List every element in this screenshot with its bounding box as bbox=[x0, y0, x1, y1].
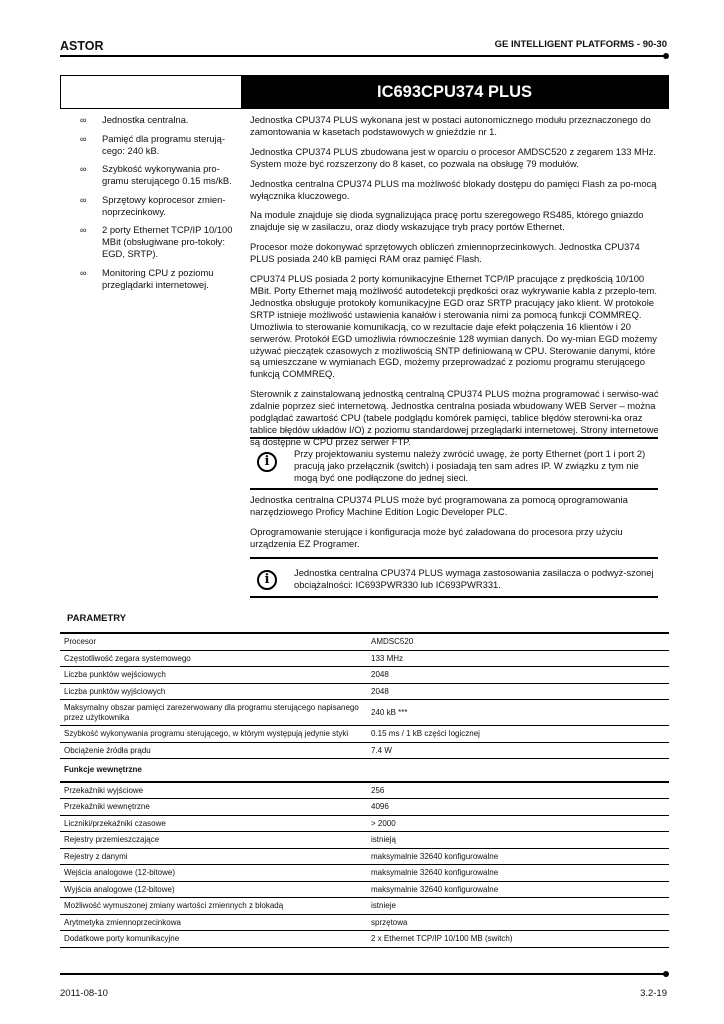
param-value: 256 bbox=[367, 782, 669, 799]
table-row bbox=[60, 700, 669, 726]
param-name: Rejestry przemieszczające bbox=[60, 832, 367, 849]
bullet-icon: ∞ bbox=[80, 133, 87, 144]
param-name: Arytmetyka zmiennoprzecinkowa bbox=[60, 914, 367, 931]
table-row bbox=[60, 865, 669, 882]
feature-item: ∞ Sprzętowy koprocesor zmien-noprzecinkowy. bbox=[80, 193, 226, 217]
table-row bbox=[60, 726, 669, 743]
table-row bbox=[60, 898, 669, 915]
param-value: 0.15 ms / 1 kB części logicznej bbox=[367, 726, 669, 743]
table-row bbox=[60, 832, 669, 849]
param-value: 133 MHz bbox=[367, 650, 669, 667]
param-value: 4096 bbox=[367, 799, 669, 816]
bullet-icon: ∞ bbox=[80, 194, 87, 205]
param-value: 2048 bbox=[367, 683, 669, 700]
table-row bbox=[60, 848, 669, 865]
param-value: > 2000 bbox=[367, 815, 669, 832]
table-row bbox=[60, 931, 669, 948]
param-value: maksymalnie 32640 konfigurowalne bbox=[367, 881, 669, 898]
section-title: GE INTELLIGENT PLATFORMS - 90-30 bbox=[494, 39, 667, 50]
paragraph: Jednostka CPU374 PLUS zbudowana jest w oparciu o procesor AMDSC520 z zegarem 133 MHz. System może być rozszerzony do 8 kaset, co pozwala na obsługę 79 modułów. bbox=[250, 145, 656, 169]
header-rule bbox=[60, 55, 666, 57]
param-value: 2048 bbox=[367, 667, 669, 684]
param-value: sprzętowa bbox=[367, 914, 669, 931]
feature-item: ∞ Monitoring CPU z poziomu przeglądarki internetowej. bbox=[80, 266, 214, 290]
param-name: Wyjścia analogowe (12-bitowe) bbox=[60, 881, 367, 898]
paragraph: Procesor może dokonywać sprzętowych obliczeń zmiennoprzecinkowych. Jednostka CPU374 PLUS posiada 240 kB pamięci RAM oraz pamięć Flash. bbox=[250, 241, 640, 265]
paragraph: Na module znajduje się dioda sygnalizująca pracę portu szeregowego RS485, którego gniazdo znajduje się w zasilaczu, oraz diody wskazujące tryb pracy portów Ethernet. bbox=[250, 209, 644, 233]
param-value: 2 x Ethernet TCP/IP 10/100 MB (switch) bbox=[367, 931, 669, 948]
table-row bbox=[60, 742, 669, 759]
param-value: istnieje bbox=[367, 898, 669, 915]
note-text: Przy projektowaniu systemu należy zwrócić uwagę, że porty Ethernet (port 1 i port 2) pracują jako przełącznik (switch) i posiadają ten sam adres IP. W związku z tym nie mogą być one podłączone do jednej sieci. bbox=[294, 448, 646, 483]
bullet-icon: ∞ bbox=[80, 115, 87, 125]
feature-item: ∞ Jednostka centralna. bbox=[80, 114, 189, 125]
note-box bbox=[250, 437, 658, 490]
note-box bbox=[250, 557, 658, 598]
table-row bbox=[60, 881, 669, 898]
params-table bbox=[60, 632, 669, 948]
param-name: Przekaźniki wyjściowe bbox=[60, 782, 367, 799]
section-title: Funkcje wewnętrzne bbox=[60, 759, 669, 782]
paragraph: Jednostka centralna CPU374 PLUS ma możliwość blokady dostępu do pamięci Flash za po-mocą wyłącznika kluczowego. bbox=[250, 177, 657, 201]
param-value: 7.4 W bbox=[367, 742, 669, 759]
param-name: Możliwość wymuszonej zmiany wartości zmiennych z blokadą bbox=[60, 898, 367, 915]
paragraph: Oprogramowanie sterujące i konfiguracja może być załadowana do procesora przy użyciu urządzenia EZ Programer. bbox=[250, 525, 623, 549]
param-name: Szybkość wykonywania programu sterującego, w którym występują jedynie styki bbox=[60, 726, 367, 743]
bullet-icon: ∞ bbox=[80, 225, 87, 235]
param-name: Procesor bbox=[60, 633, 367, 650]
table-row bbox=[60, 782, 669, 799]
table-row bbox=[60, 799, 669, 816]
table-row bbox=[60, 633, 669, 650]
table-row bbox=[60, 667, 669, 684]
table-row bbox=[60, 650, 669, 667]
param-value: istnieją bbox=[367, 832, 669, 849]
feature-item: ∞ 2 porty Ethernet TCP/IP 10/100 MBit (obsługiwane pro-tokoły: EGD, SRTP). bbox=[80, 224, 233, 259]
param-name: Przekaźniki wewnętrzne bbox=[60, 799, 367, 816]
param-value: maksymalnie 32640 konfigurowalne bbox=[367, 848, 669, 865]
bullet-icon: ∞ bbox=[80, 164, 87, 174]
footer-rule bbox=[60, 973, 666, 975]
brand-name: ASTOR bbox=[60, 39, 104, 53]
title-box bbox=[60, 75, 669, 109]
bullet-icon: ∞ bbox=[80, 267, 87, 278]
page-number: 3.2-19 bbox=[640, 988, 667, 999]
info-icon: i bbox=[257, 570, 277, 590]
description-text-2 bbox=[250, 494, 664, 558]
description-text bbox=[250, 114, 664, 456]
table-row bbox=[60, 683, 669, 700]
table-section-header bbox=[60, 759, 669, 782]
param-name: Rejestry z danymi bbox=[60, 848, 367, 865]
table-row bbox=[60, 914, 669, 931]
product-title: IC693CPU374 PLUS bbox=[241, 76, 668, 108]
paragraph: Jednostka CPU374 PLUS wykonana jest w postaci autonomicznego modułu przeznaczonego do zamontowania w kasetach podstawowych w gnieździe nr 1. bbox=[250, 114, 651, 137]
paragraph: Jednostka centralna CPU374 PLUS może być programowana za pomocą oprogramowania narzędziowego Proficy Machine Edition Logic Developer PLC. bbox=[250, 494, 628, 517]
feature-item: ∞ Pamięć dla programu sterują-cego: 240 kB. bbox=[80, 132, 225, 156]
feature-list bbox=[80, 114, 240, 297]
param-name: Maksymalny obszar pamięci zarezerwowany dla programu sterującego napisanego przez użytkownika bbox=[60, 700, 367, 726]
param-value: AMDSC520 bbox=[367, 633, 669, 650]
paragraph: CPU374 PLUS posiada 2 porty komunikacyjne Ethernet TCP/IP pracujące z prędkością 10/100 MBit. Porty Ethernet mają możliwość autodetekcji prędkości oraz wykrywanie kabla z przeplo-tem. Jednostka obsługuje protokoły komunikacyjne EGD oraz SRTP pracujący jako klient. W protokole SRTP istnieje możliwość ustawienia kanałów i sterowania nimi za pomocą funkcji COMMREQ. Umożliwia to sterowanie komunikacją, co w rezultacie daje efekt połączenia 16 klientów i 20 serwerów. Protokół EGD umożliwia równocześnie 128 wymian danych. Do wy-mian EGD możemy używać pieczątek czasowych z możliwością SNTP definiowaną w CPU. Sterowanie danymi, które są umieszczane w wymianach EGD, możemy przeprowadzać z poziomu programu sterującego funkcją COMMREQ. bbox=[250, 273, 657, 380]
params-title: PARAMETRY bbox=[67, 613, 127, 624]
info-icon: i bbox=[257, 452, 277, 472]
param-name: Liczba punktów wyjściowych bbox=[60, 683, 367, 700]
param-value: 240 kB *** bbox=[367, 700, 669, 726]
table-row bbox=[60, 815, 669, 832]
note-text: Jednostka centralna CPU374 PLUS wymaga zastosowania zasilacza o podwyż-szonej obciążalności: IC693PWR330 lub IC693PWR331. bbox=[294, 567, 654, 590]
param-name: Liczniki/przekaźniki czasowe bbox=[60, 815, 367, 832]
param-name: Liczba punktów wejściowych bbox=[60, 667, 367, 684]
footer-date: 2011-08-10 bbox=[60, 988, 108, 999]
param-name: Wejścia analogowe (12-bitowe) bbox=[60, 865, 367, 882]
param-value: maksymalnie 32640 konfigurowalne bbox=[367, 865, 669, 882]
param-name: Częstotliwość zegara systemowego bbox=[60, 650, 367, 667]
feature-item: ∞ Szybkość wykonywania pro-gramu sterującego 0.15 ms/kB. bbox=[80, 163, 232, 186]
paragraph: Sterownik z zainstalowaną jednostką centralną CPU374 PLUS można programować i serwiso-wać zdalnie poprzez sieć internetową. Jednostka centralna posiada wbudowany WEB Server – można podglądać zawartość CPU (tabele podglądu komórek pamięci, tablice błędów sterowni-ka oraz tablice błędów układów I/O) z poziomu standardowej przeglądarki internetowej. Strony internetowe są dostępne w CPU przez serwer FTP. bbox=[250, 388, 659, 447]
param-name: Obciążenie źródła prądu bbox=[60, 742, 367, 759]
param-name: Dodatkowe porty komunikacyjne bbox=[60, 931, 367, 948]
